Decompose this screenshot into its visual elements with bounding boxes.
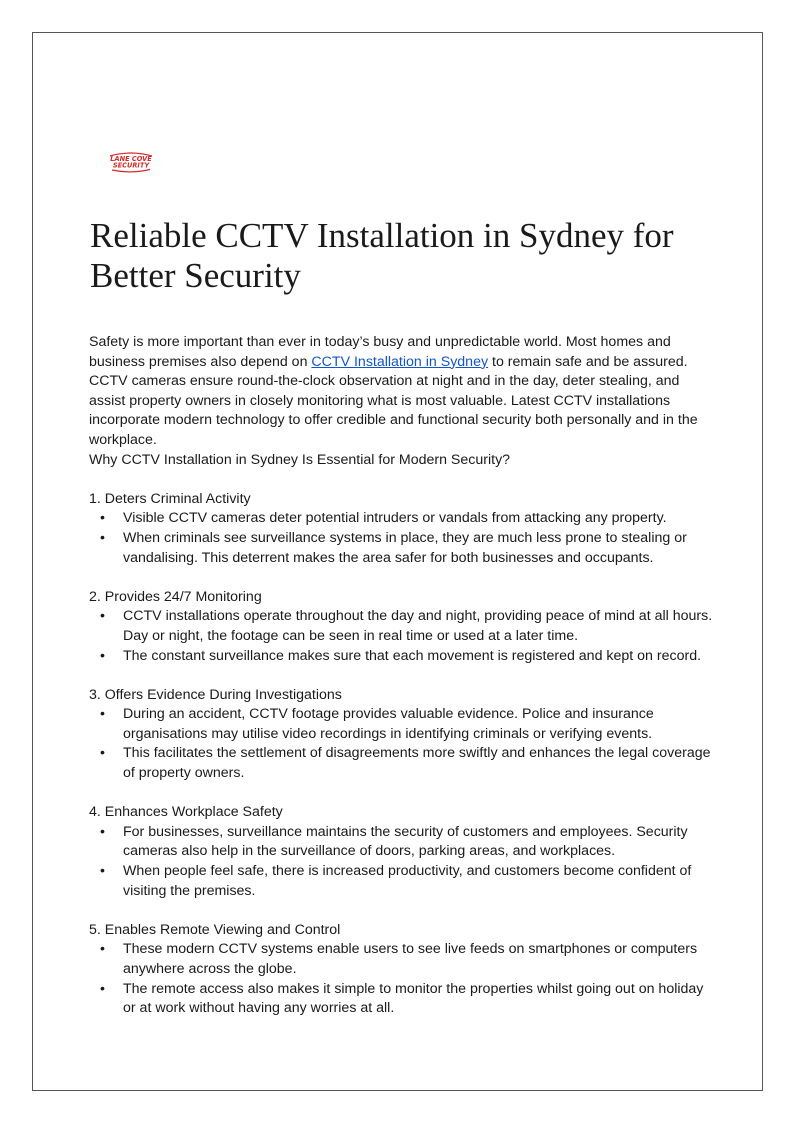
bullet-list xyxy=(89,940,719,1018)
section-deters-criminal-activity xyxy=(89,490,719,568)
bullet-icon: • xyxy=(100,980,105,997)
bullet-icon: • xyxy=(100,941,105,958)
bullet-icon: • xyxy=(100,823,105,840)
bullet-icon: • xyxy=(100,608,105,625)
list-item xyxy=(89,529,719,568)
section-heading: 2. Provides 24/7 Monitoring xyxy=(89,588,262,605)
list-item xyxy=(89,744,719,783)
list-item-text: This facilitates the settlement of disagreements more swiftly and enhances the legal coverage of property owners. xyxy=(123,745,711,782)
bullet-icon: • xyxy=(100,510,105,527)
list-item-text: CCTV installations operate throughout the day and night, providing peace of mind at all hours. Day or night, the footage can be seen in real time or used at a later time. xyxy=(123,608,713,644)
section-heading: 4. Enhances Workplace Safety xyxy=(89,804,283,821)
section-heading: 1. Deters Criminal Activity xyxy=(89,490,251,507)
lane-cove-security-logo xyxy=(106,151,156,173)
list-item-text: These modern CCTV systems enable users to see live feeds on smartphones or computers anywhere across the globe. xyxy=(123,941,698,977)
bullet-icon: • xyxy=(100,529,105,546)
logo-text-line1: LANE COVE xyxy=(110,155,152,163)
intro-question: Why CCTV Installation in Sydney Is Essential for Modern Security? xyxy=(89,451,511,468)
bullet-list xyxy=(89,823,719,901)
list-item xyxy=(89,940,719,979)
section-offers-evidence xyxy=(89,686,719,784)
list-item-text: When criminals see surveillance systems in place, they are much less prone to stealing or vandalising. This deterrent makes the area safer for both businesses and occupants. xyxy=(123,529,687,566)
bullet-icon: • xyxy=(100,745,105,762)
section-heading: 5. Enables Remote Viewing and Control xyxy=(89,921,341,938)
bullet-list xyxy=(89,607,719,666)
logo-text-line2: SECURITY xyxy=(112,161,150,170)
list-item-text: Visible CCTV cameras deter potential intruders or vandals from attacking any property. xyxy=(123,510,667,527)
bullet-list xyxy=(89,705,719,783)
list-item xyxy=(89,607,719,646)
bullet-icon: • xyxy=(100,647,105,664)
list-item-text: The remote access also makes it simple to monitor the properties whilst going out on holiday or at work without having any worries at all. xyxy=(123,980,704,1017)
article-body xyxy=(89,333,719,1019)
cctv-installation-link[interactable]: CCTV Installation in Sydney xyxy=(311,353,489,370)
list-item-text: For businesses, surveillance maintains the security of customers and employees. Security cameras also help in the surveillance of doors, parking areas, and workplaces. xyxy=(123,823,688,860)
page-title: Reliable CCTV Installation in Sydney for Better Security xyxy=(90,216,674,295)
bullet-list xyxy=(89,509,719,568)
intro-text-after-link: to remain safe and be assured. CCTV cameras ensure round-the-clock observation at night and in the day, deter stealing, and assist property owners in closely monitoring what is most valuable. Latest CCTV installations incorporate modern technology to offer credible and functional security both personally and in the workplace. xyxy=(89,353,698,448)
intro-paragraph xyxy=(89,333,719,451)
logo-swoosh-bottom xyxy=(112,170,150,172)
list-item-text: When people feel safe, there is increased productivity, and customers become confident of visiting the premises. xyxy=(123,863,692,899)
intro-text-before-link: Safety is more important than ever in today’s busy and unpredictable world. Most homes and business premises also depend on xyxy=(89,334,671,370)
list-item xyxy=(89,862,719,901)
section-remote-viewing xyxy=(89,921,719,1019)
bullet-icon: • xyxy=(100,863,105,880)
section-workplace-safety xyxy=(89,803,719,901)
list-item xyxy=(89,509,719,529)
list-item-text: The constant surveillance makes sure that each movement is registered and kept on record. xyxy=(123,647,702,664)
list-item xyxy=(89,705,719,744)
list-item xyxy=(89,647,719,667)
bullet-icon: • xyxy=(100,706,105,723)
section-provides-monitoring xyxy=(89,588,719,666)
section-heading: 3. Offers Evidence During Investigations xyxy=(89,686,342,703)
list-item-text: During an accident, CCTV footage provides valuable evidence. Police and insurance organisations may utilise video recordings in identifying criminals or verifying events. xyxy=(123,706,654,742)
list-item xyxy=(89,823,719,862)
list-item xyxy=(89,980,719,1019)
